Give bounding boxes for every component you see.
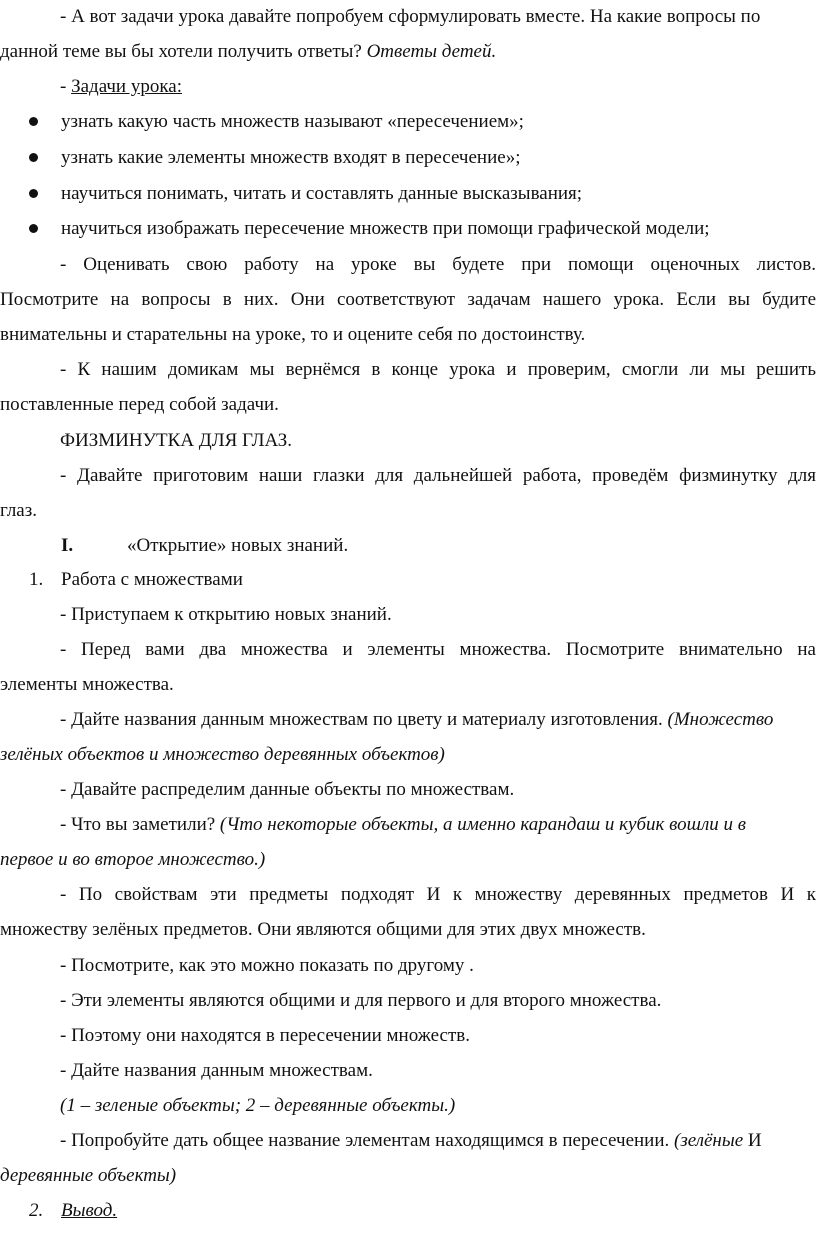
text-plain: - Попробуйте дать общее название элементам находящимся в пересечении.: [60, 1130, 670, 1151]
para-show-other: - Посмотрите, как это можно показать по другому .: [60, 955, 474, 976]
text-plain-end: И: [747, 1130, 762, 1151]
bullet-icon: [29, 117, 38, 126]
para-eye-exercise-line1: - Давайте приготовим наши глазки для дальнейшей работа, проведём физминутку для: [60, 465, 816, 486]
para-noticed-line2: первое и во второе множество.): [0, 849, 266, 870]
bullet-text: узнать какие элементы множеств входят в пересечение»;: [61, 147, 521, 168]
para-distribute: - Давайте распределим данные объекты по множествам.: [60, 779, 515, 800]
text-plain: - Дайте названия данным множествам по цвету и материалу изготовления.: [60, 709, 663, 730]
para-common-name-line2: деревянные объекты): [0, 1165, 177, 1186]
para-noticed-line1: [60, 812, 816, 838]
item-number: 2.: [29, 1200, 44, 1221]
text-italic: (Что некоторые объекты, а именно карандаш и кубик вошли и в: [219, 814, 747, 835]
para-tasks-intro-line1: - А вот задачи урока давайте попробуем сформулировать вместе. На какие вопросы по: [60, 6, 761, 27]
para-tasks-intro-line2: [0, 39, 816, 65]
para-two-sets-line2: элементы множества.: [0, 674, 174, 695]
section-number: I.: [61, 535, 74, 556]
bullet-text: научиться понимать, читать и составлять данные высказывания;: [61, 183, 583, 204]
bullet-icon: [29, 189, 38, 198]
para-evaluation-line1: - Оценивать свою работу на уроке вы будете при помощи оценочных листов.: [60, 254, 816, 275]
bullet-text: узнать какую часть множеств называют «пересечением»;: [61, 111, 524, 132]
para-name-sets-line1: [60, 707, 816, 733]
para-houses-line1: - К нашим домикам мы вернёмся в конце урока и проверим, смогли ли мы решить: [60, 359, 816, 380]
heading-eye-exercise: ФИЗМИНУТКА ДЛЯ ГЛАЗ.: [60, 430, 293, 451]
para-answer-sets: (1 – зеленые объекты; 2 – деревянные объекты.): [60, 1095, 456, 1116]
text-italic: (зелёные: [674, 1130, 744, 1151]
para-properties-line2: множеству зелёных предметов. Они являются общими для этих двух множеств.: [0, 919, 646, 940]
bullet-icon: [29, 224, 38, 233]
text-italic-answers: Ответы детей.: [366, 41, 497, 62]
para-properties-line1: - По свойствам эти предметы подходят И к множеству деревянных предметов И к: [60, 884, 816, 905]
para-start: - Приступаем к открытию новых знаний.: [60, 604, 392, 625]
bullet-icon: [29, 153, 38, 162]
text-plain: - Что вы заметили?: [60, 814, 216, 835]
para-intersection: - Поэтому они находятся в пересечении множеств.: [60, 1025, 470, 1046]
para-name-sets-line2: зелёных объектов и множество деревянных объектов): [0, 744, 445, 765]
para-evaluation-line2: Посмотрите на вопросы в них. Они соответствуют задачам нашего урока. Если вы будите: [0, 289, 816, 310]
para-evaluation-line3: внимательны и старательны на уроке, то и оцените себя по достоинству.: [0, 324, 586, 345]
lesson-tasks-heading: [60, 74, 816, 100]
item-text: Вывод.: [61, 1200, 118, 1221]
para-houses-line2: поставленные перед собой задачи.: [0, 394, 279, 415]
dash: -: [60, 76, 72, 97]
bullet-text: научиться изображать пересечение множеств при помощи графической модели;: [61, 218, 710, 239]
para-two-sets-line1: - Перед вами два множества и элементы множества. Посмотрите внимательно на: [60, 639, 816, 660]
para-common-name-line1: [60, 1128, 816, 1154]
para-common-elements: - Эти элементы являются общими и для первого и для второго множества.: [60, 990, 662, 1011]
section-title: «Открытие» новых знаний.: [127, 535, 349, 556]
text-italic: (Множество: [667, 709, 774, 730]
item-text: Работа с множествами: [61, 569, 243, 590]
para-eye-exercise-line2: глаз.: [0, 500, 37, 521]
item-number: 1.: [29, 569, 44, 590]
text-plain: данной теме вы бы хотели получить ответы?: [0, 41, 362, 62]
lesson-tasks-label: Задачи урока:: [71, 76, 182, 97]
para-name-sets: - Дайте названия данным множествам.: [60, 1060, 373, 1081]
